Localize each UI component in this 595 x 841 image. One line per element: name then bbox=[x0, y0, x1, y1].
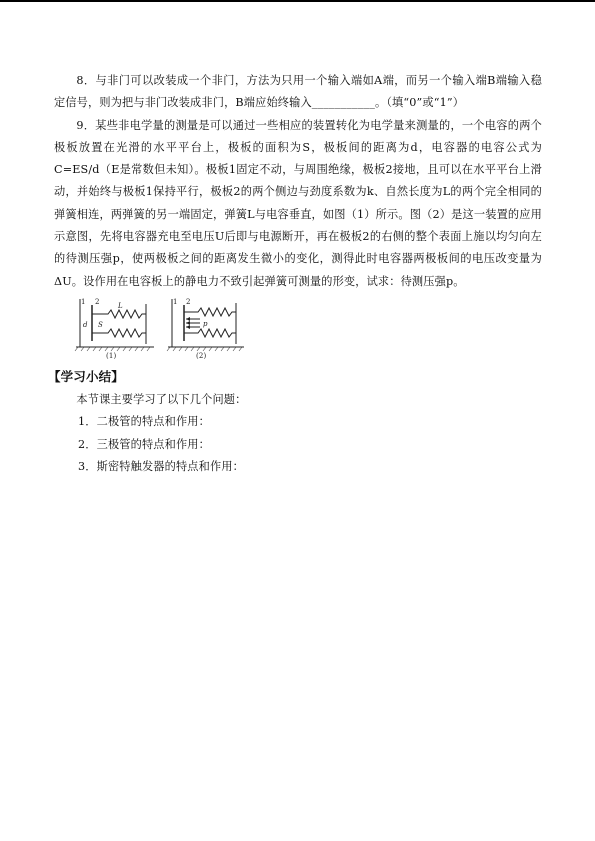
summary-item-transistor: 2．三极管的特点和作用： bbox=[78, 437, 210, 451]
fig2-arrowhead-1 bbox=[186, 317, 190, 321]
fig1-caption: (1) bbox=[106, 351, 117, 359]
summary-item-schmitt-trigger: 3．斯密特触发器的特点和作用： bbox=[78, 459, 244, 473]
fig1-label-gap: d bbox=[83, 320, 88, 329]
summary-intro: 本节课主要学习了以下几个问题： bbox=[76, 392, 247, 406]
fig2-arrowhead-2 bbox=[186, 321, 190, 325]
fig2-spring-top bbox=[184, 308, 236, 316]
document-body bbox=[48, 70, 542, 478]
fig1-label-spring: L bbox=[118, 301, 123, 310]
header-rule bbox=[0, 0, 595, 2]
summary-item-diode: 1．二极管的特点和作用： bbox=[78, 415, 210, 429]
fig1-label-plate-2: 2 bbox=[95, 297, 100, 306]
fig2-spring-bottom bbox=[184, 329, 236, 337]
fig2-arrowhead-3 bbox=[186, 325, 190, 329]
problem-8: 8．与非门可以改装成一个非门，方法为只用一个输入端如A端，而另一个输入端B端输入稳定信号，则为把与非门改装成非门，B端应始终输入___________。（填“0”或“1”） bbox=[54, 74, 542, 110]
problem-9: 9．某些非电学量的测量是可以通过一些相应的装置转化为电学量来测量的，一个电容的两个极板放置在光滑的水平平台上，极板的面积为S，极板间的距离为d，电容器的电容公式为C=ES/d（E是常数但未知）。极板1固定不动，与周围绝缘，极板2接地，且可以在水平平台上滑动，并始终与极板1保持平行，极板2的两个侧边与劲度系数为k、自然长度为L的两个完全相同的弹簧相连，两弹簧的另一端固定，弹簧L与电容垂直，如图（1）所示。图（2）是这一装置的应用示意图，先将电容器充电至电压U后即与电源断开，再在极板2的右侧的整个表面上施以均匀向左的待测压强p，使两极板之间的距离发生微小的变化，测得此时电容器两极板间的电压改变量为ΔU。设作用在电容板上的静电力不致引起弹簧可测量的形变，试求：待测压强p。 bbox=[54, 118, 542, 288]
fig2-label-plate-1: 1 bbox=[173, 297, 178, 306]
fig1-spring-bottom bbox=[92, 329, 146, 337]
summary-heading: 【学习小结】 bbox=[48, 368, 124, 384]
fig2-label-plate-2: 2 bbox=[186, 297, 191, 306]
fig2-label-pressure: p bbox=[203, 319, 208, 328]
fig1-spring-top bbox=[92, 310, 146, 318]
fig1-label-plate-1: 1 bbox=[81, 297, 86, 306]
fig2-caption: (2) bbox=[196, 351, 207, 359]
fig1-label-area: S bbox=[98, 320, 103, 329]
capacitor-spring-figure bbox=[74, 297, 274, 359]
